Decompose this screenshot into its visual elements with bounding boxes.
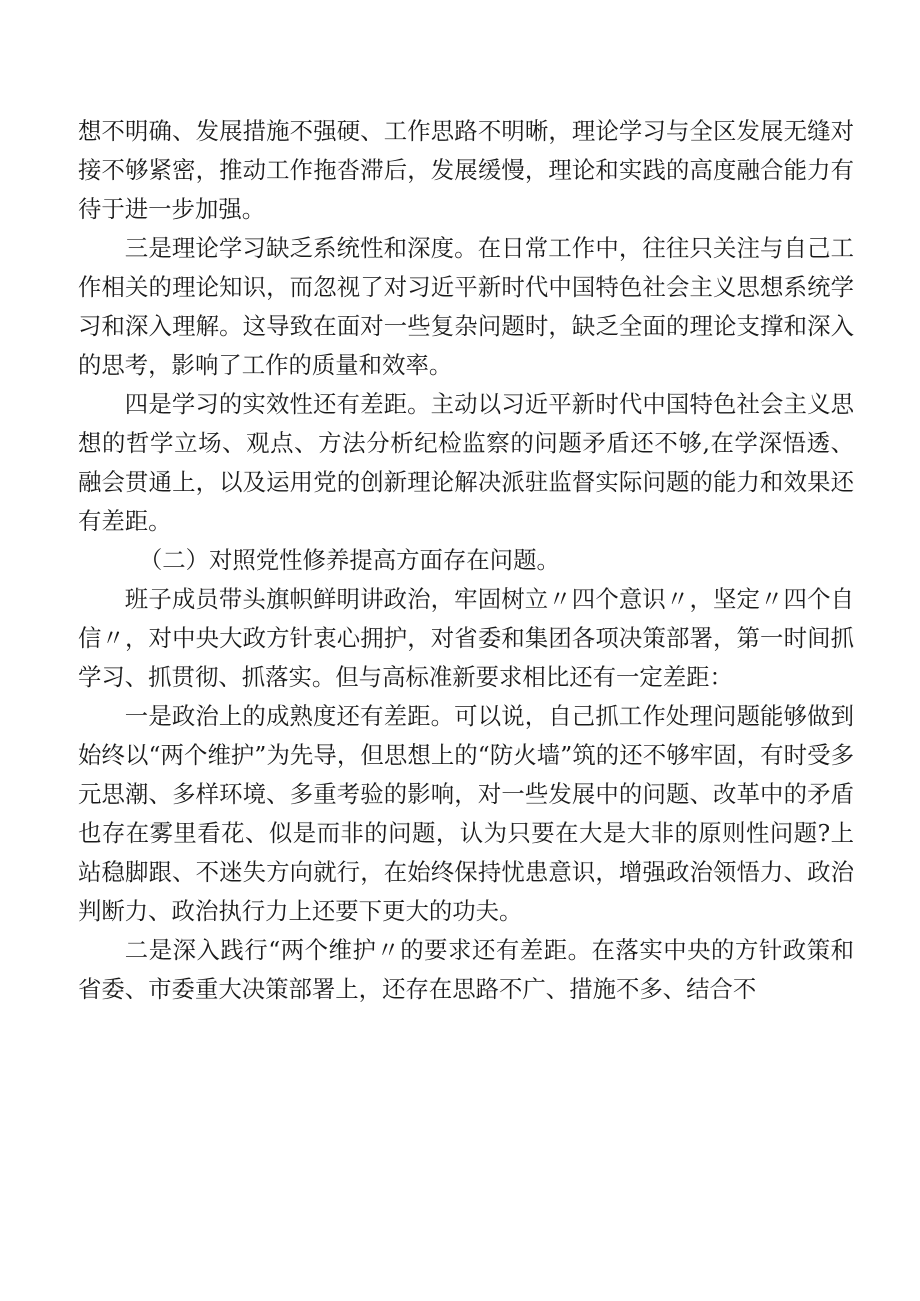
paragraph-point-two: 二是深入践行“两个维护〃的要求还有差距。在落实中央的方针政策和省委、市委重大决策部署上，还存在思路不广、措施不多、结合不 (78, 936, 854, 1003)
document-body (78, 112, 854, 1009)
section-heading: （二）对照党性修养提高方面存在问题。 (138, 546, 560, 574)
paragraph-point-one: 一是政治上的成熟度还有差距。可以说，自己抓工作处理问题能够做到始终以“两个维护”为先导，但思想上的“防火墙”筑的还不够牢固，有时受多元思潮、多样环境、多重考验的影响，对一些发展中的问题、改革中的矛盾也存在雾里看花、似是而非的问题，认为只要在大是大非的原则性问题?上站稳脚跟、不迷失方向就行，在始终保持忧患意识，增强政治领悟力、政治判断力、政治执行力上还要下更大的功夫。 (78, 702, 854, 925)
paragraph-continuation: 想不明确、发展措施不强硬、工作思路不明晰，理论学习与全区发展无缝对接不够紧密，推动工作拖沓滞后，发展缓慢，理论和实践的高度融合能力有待于进一步加强。 (78, 117, 854, 223)
paragraph-point-four: 四是学习的实效性还有差距。主动以习近平新时代中国特色社会主义思想的哲学立场、观点、方法分析纪检监察的问题矛盾还不够,在学深悟透、融会贯通上，以及运用党的创新理论解决派驻监督实际问题的能力和效果还有差距。 (78, 390, 854, 535)
paragraph-point-three: 三是理论学习缺乏系统性和深度。在日常工作中，往往只关注与自己工作相关的理论知识，而忽视了对习近平新时代中国特色社会主义思想系统学习和深入理解。这导致在面对一些复杂问题时，缺乏全面的理论支撑和深入的思考，影响了工作的质量和效率。 (78, 234, 854, 379)
paragraph-intro: 班子成员带头旗帜鲜明讲政治，牢固树立〃四个意识〃，坚定〃四个自信〃，对中央大政方针衷心拥护，对省委和集团各项决策部署，第一时间抓学习、抓贯彻、抓落实。但与高标准新要求相比还有一定差距： (78, 585, 854, 691)
